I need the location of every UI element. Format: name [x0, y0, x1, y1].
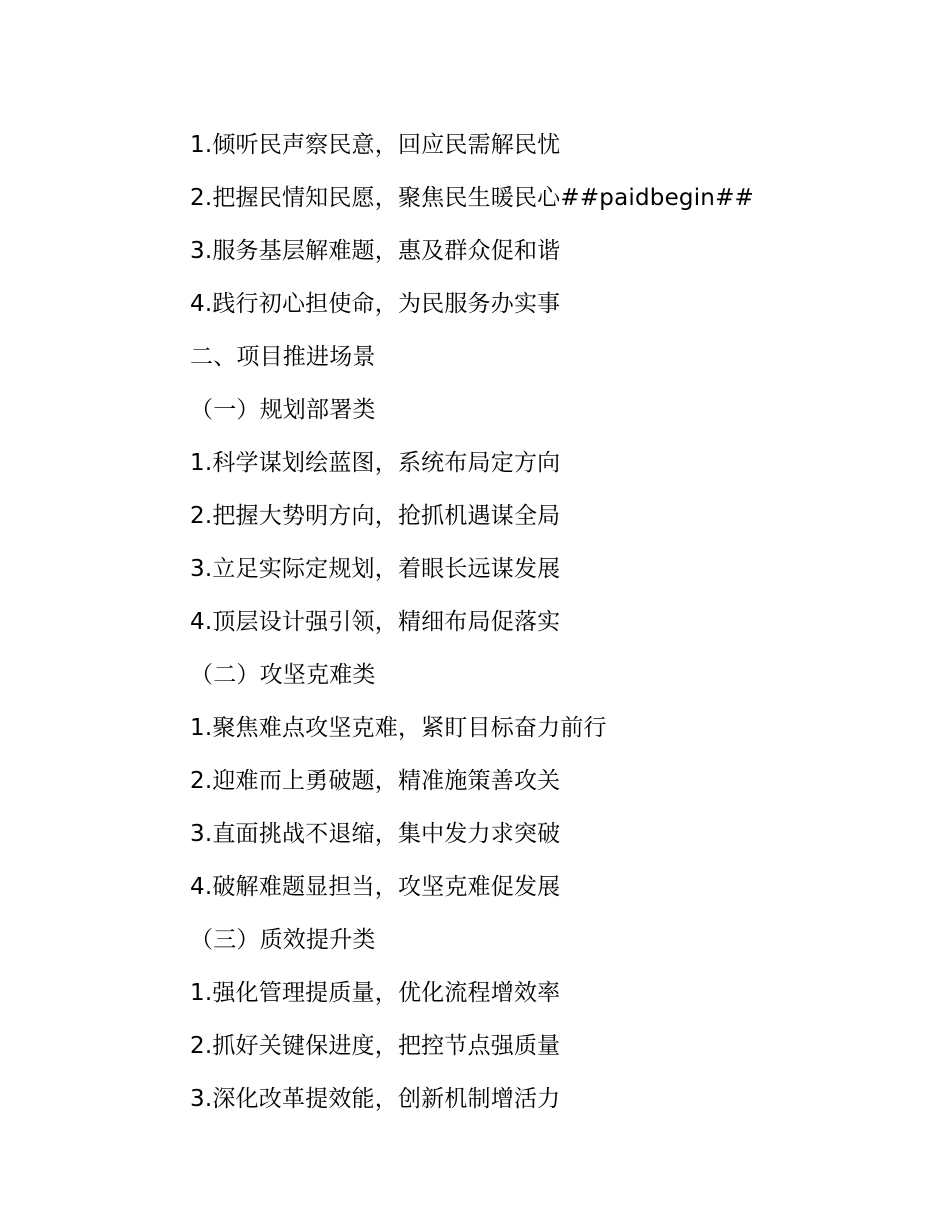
list-item: 1.聚焦难点攻坚克难，紧盯目标奋力前行	[190, 715, 607, 741]
list-item: 2.把握民情知民愿，聚焦民生暖民心##paidbegin##	[190, 185, 755, 211]
list-item: 3.直面挑战不退缩，集中发力求突破	[190, 821, 561, 847]
list-item: 3.深化改革提效能，创新机制增活力	[190, 1086, 561, 1112]
list-item: 4.顶层设计强引领，精细布局促落实	[190, 609, 561, 635]
list-item: 4.践行初心担使命，为民服务办实事	[190, 291, 561, 317]
list-item: 2.迎难而上勇破题，精准施策善攻关	[190, 768, 561, 794]
list-item: 1.强化管理提质量，优化流程增效率	[190, 980, 561, 1006]
subsection-heading: （二）攻坚克难类	[190, 662, 376, 688]
section-heading: 二、项目推进场景	[190, 344, 376, 370]
list-item: 3.服务基层解难题，惠及群众促和谐	[190, 238, 561, 264]
list-item: 1.倾听民声察民意，回应民需解民忧	[190, 132, 561, 158]
list-item: 2.抓好关键保进度，把控节点强质量	[190, 1033, 561, 1059]
list-item: 1.科学谋划绘蓝图，系统布局定方向	[190, 450, 561, 476]
list-item: 4.破解难题显担当，攻坚克难促发展	[190, 874, 561, 900]
document-body	[190, 119, 890, 1126]
subsection-heading: （三）质效提升类	[190, 927, 376, 953]
list-item: 3.立足实际定规划，着眼长远谋发展	[190, 556, 561, 582]
list-item: 2.把握大势明方向，抢抓机遇谋全局	[190, 503, 561, 529]
subsection-heading: （一）规划部署类	[190, 397, 376, 423]
